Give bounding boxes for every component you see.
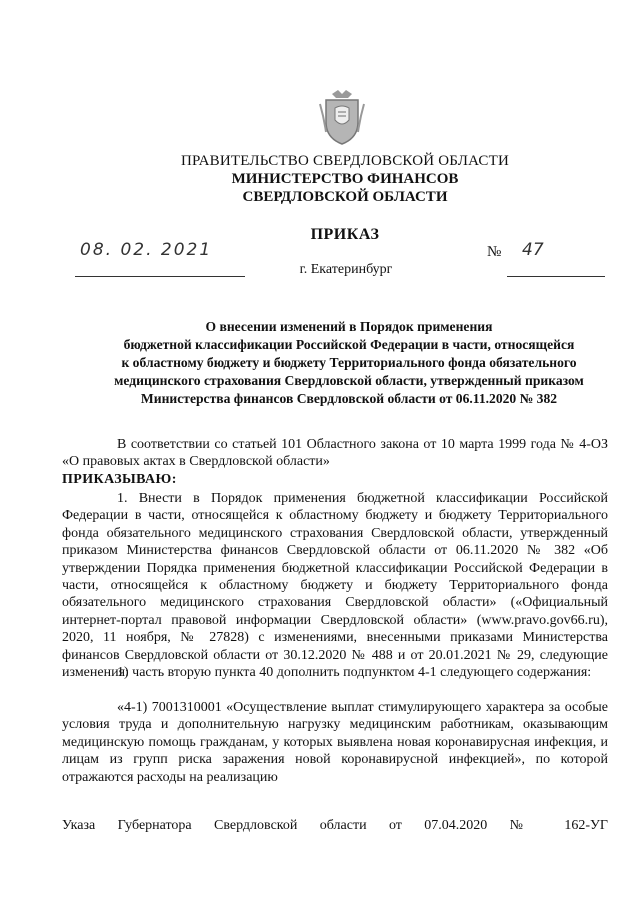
title-line: медицинского страхования Свердловской области, утвержденный приказом xyxy=(114,373,584,388)
number-value: 47 xyxy=(522,240,544,260)
header-government: ПРАВИТЕЛЬСТВО СВЕРДЛОВСКОЙ ОБЛАСТИ xyxy=(180,153,510,169)
title-line: бюджетной классификации Российской Федерации в части, относящейся xyxy=(123,337,575,352)
item-1-paragraph: 1. Внести в Порядок применения бюджетной классификации Российской Федерации в части, относящейся к областному бюджету и бюджету Территориального фонда обязательного медицинского страхования Свердловской области, утвержденный приказом Министерства финансов Свердловской области от 06.11.2020 № 382 «Об утверждении Порядка применения бюджетной классификации Российской Федерации в части, относящейся к областному бюджету и бюджету Территориального фонда обязательного медицинского страхования Свердловской области» («Официальный интернет-портал правовой информации Свердловской области» (www.pravo.gov66.ru), 2020, 11 ноября, № 27828) с изменениями, внесенными приказами Министерства финансов Свердловской области от 30.12.2020 № 488 и от 20.01.2021 № 29, следующие изменения: xyxy=(62,491,608,681)
last-line: Указа Губернатора Свердловской области от 07.04.2020 № 162-УГ xyxy=(62,818,608,833)
title-line: к областному бюджету и бюджету Территориального фонда обязательного xyxy=(121,355,577,370)
city: г. Екатеринбург xyxy=(299,262,393,277)
title-line: О внесении изменений в Порядок применения xyxy=(205,319,493,334)
document-type: ПРИКАЗ xyxy=(310,226,380,243)
sub-item-1-paragraph: 1) часть вторую пункта 40 дополнить подпунктом 4-1 следующего содержания: xyxy=(117,665,592,680)
order-heading: ПРИКАЗЫВАЮ: xyxy=(62,472,177,487)
header-region: СВЕРДЛОВСКОЙ ОБЛАСТИ xyxy=(242,189,448,205)
title-line: Министерства финансов Свердловской области от 06.11.2020 № 382 xyxy=(140,391,558,406)
intro-paragraph: В соответствии со статьей 101 Областного закона от 10 марта 1999 года № 4-ОЗ «О правовых актах в Свердловской области» xyxy=(62,437,608,470)
number-sign: № xyxy=(487,244,502,260)
header-ministry: МИНИСТЕРСТВО ФИНАНСОВ xyxy=(231,171,459,187)
document-title xyxy=(60,318,638,408)
quote-paragraph: «4-1) 7001310001 «Осуществление выплат стимулирующего характера за особые условия труда и дополнительную нагрузку медицинским работникам, оказывающим медицинскую помощь гражданам, у которых выявлена новая коронавирусная инфекция, и лицам из групп риска заражения новой коронавирусной инфекцией», по которой отражаются расходы на реализацию xyxy=(62,700,608,785)
date-value: 08. 02. 2021 xyxy=(80,240,213,260)
coat-of-arms-emblem xyxy=(318,88,366,146)
